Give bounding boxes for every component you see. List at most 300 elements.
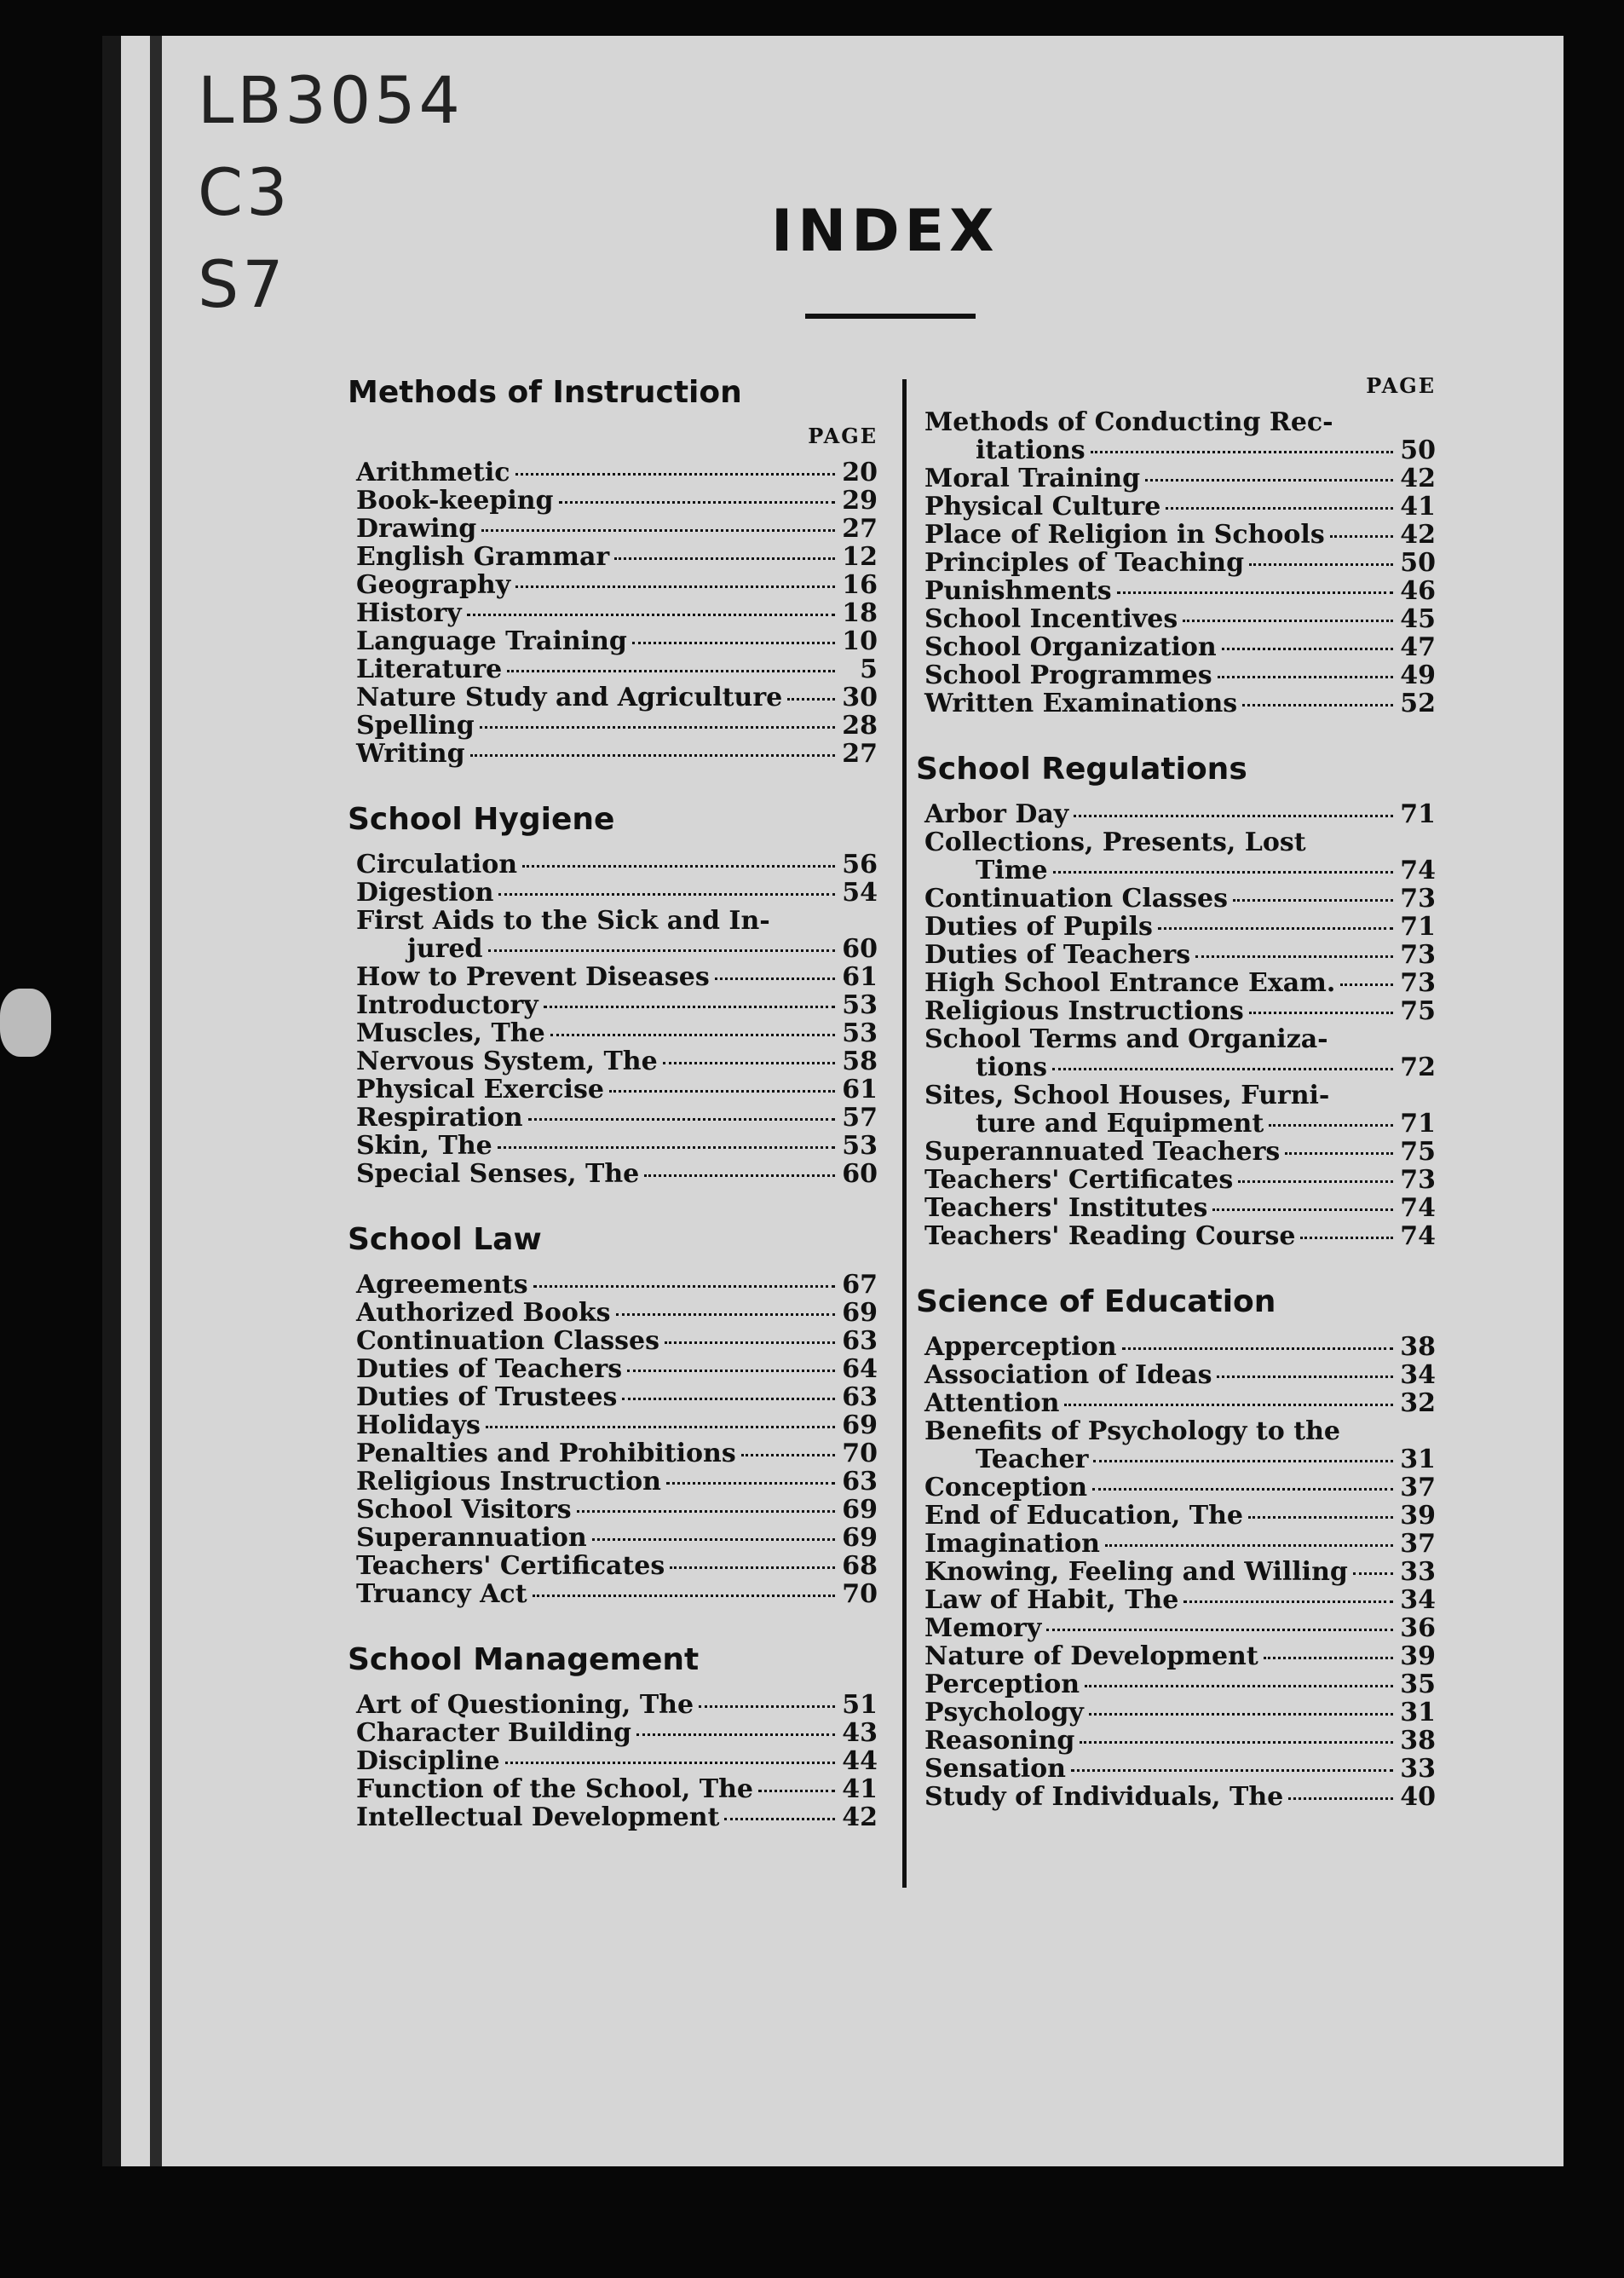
entry-page-number: 73 — [1400, 940, 1436, 970]
index-entry — [356, 1383, 878, 1411]
entry-page-number: 68 — [842, 1551, 878, 1581]
entry-page-number: 69 — [842, 1523, 878, 1553]
entry-title-continued: Teacher — [976, 1445, 1089, 1474]
entry-title: First Aids to the Sick and In- — [356, 906, 770, 936]
entry-list — [924, 408, 1436, 718]
entry-title: Physical Exercise — [356, 1075, 604, 1104]
entry-page-number: 69 — [842, 1298, 878, 1328]
index-entry — [924, 408, 1436, 464]
entry-title: Nature of Development — [924, 1641, 1258, 1671]
dot-leader — [498, 892, 835, 896]
dot-leader — [699, 1704, 835, 1708]
section-heading: Science of Education — [916, 1284, 1276, 1319]
entry-title: Place of Religion in Schools — [924, 520, 1325, 550]
entry-page-number: 5 — [860, 655, 878, 684]
index-entry — [924, 1783, 1436, 1811]
index-entry — [924, 1333, 1436, 1361]
section-heading: School Hygiene — [348, 802, 615, 837]
entry-title: Truancy Act — [356, 1579, 527, 1609]
entry-page-number: 43 — [842, 1718, 878, 1748]
index-entry — [924, 941, 1436, 969]
entry-page-number: 53 — [842, 990, 878, 1020]
index-entry — [356, 1747, 878, 1775]
index-entry — [356, 1271, 878, 1299]
entry-page-number: 37 — [1400, 1529, 1436, 1559]
entry-title: Memory — [924, 1613, 1042, 1643]
dot-leader — [1330, 534, 1393, 538]
index-entry — [356, 487, 878, 515]
entry-title: Collections, Presents, Lost — [924, 828, 1306, 857]
index-entry — [356, 1552, 878, 1580]
entry-page-number: 63 — [842, 1382, 878, 1412]
index-entry — [924, 1361, 1436, 1389]
entry-title: Teachers' Institutes — [924, 1193, 1208, 1223]
index-entry — [356, 1299, 878, 1327]
index-entry — [924, 577, 1436, 605]
index-entry — [356, 655, 878, 683]
dot-leader — [515, 472, 836, 476]
entry-page-number: 51 — [842, 1690, 878, 1720]
entry-page-number: 73 — [1400, 1165, 1436, 1195]
entry-page-number: 39 — [1400, 1501, 1436, 1531]
dot-leader — [480, 725, 835, 729]
section-heading: School Regulations — [916, 752, 1247, 787]
dot-leader — [632, 641, 835, 644]
index-entry — [924, 1081, 1436, 1138]
entry-title: Superannuation — [356, 1523, 587, 1553]
entry-page-number: 27 — [842, 514, 878, 544]
entry-page-number: 33 — [1400, 1557, 1436, 1587]
entry-title: Moral Training — [924, 464, 1141, 493]
entry-title-continued: jured — [407, 934, 483, 964]
index-entry — [356, 851, 878, 879]
entry-page-number: 44 — [842, 1746, 878, 1776]
entry-title: Law of Habit, The — [924, 1585, 1179, 1615]
dot-leader — [1285, 1151, 1393, 1155]
entry-title: Literature — [356, 655, 503, 684]
index-entry — [356, 627, 878, 655]
entry-page-number: 57 — [842, 1103, 878, 1133]
index-entry — [924, 1698, 1436, 1727]
dot-leader — [741, 1453, 835, 1456]
dot-leader — [1217, 1375, 1393, 1378]
dot-leader — [663, 1061, 835, 1064]
index-entry — [356, 1104, 878, 1132]
dot-leader — [1145, 478, 1393, 482]
entry-title: Principles of Teaching — [924, 548, 1245, 578]
dot-leader — [644, 1174, 835, 1177]
dot-leader — [592, 1537, 835, 1541]
index-entry — [356, 458, 878, 487]
entry-title-continued: Time — [976, 856, 1048, 885]
entry-page-number: 46 — [1400, 576, 1436, 606]
index-entry — [356, 1719, 878, 1747]
dot-leader — [1074, 814, 1393, 817]
dot-leader — [488, 949, 835, 952]
entry-page-number: 37 — [1400, 1473, 1436, 1502]
index-entry — [924, 1389, 1436, 1417]
entry-title: Benefits of Psychology to the — [924, 1416, 1340, 1446]
entry-title: Arbor Day — [924, 799, 1069, 829]
entry-title: Imagination — [924, 1529, 1100, 1559]
entry-page-number: 54 — [842, 878, 878, 908]
entry-page-number: 27 — [842, 739, 878, 769]
index-entry — [356, 1691, 878, 1719]
dot-leader — [470, 753, 835, 757]
entry-page-number: 34 — [1400, 1585, 1436, 1615]
dot-leader — [559, 500, 835, 504]
page-column-label: PAGE — [808, 424, 878, 448]
entry-page-number: 35 — [1400, 1670, 1436, 1699]
index-entry — [356, 599, 878, 627]
entry-title: History — [356, 598, 462, 628]
index-entry — [356, 1327, 878, 1355]
dot-leader — [1166, 506, 1393, 510]
dot-leader — [627, 1369, 835, 1372]
section-management — [348, 1642, 878, 1832]
dot-leader — [1053, 870, 1393, 874]
page-column-label: PAGE — [1366, 373, 1436, 398]
index-entry — [356, 1132, 878, 1160]
entry-page-number: 10 — [842, 626, 878, 656]
section-regulations — [916, 752, 1436, 1251]
entry-page-number: 69 — [842, 1495, 878, 1525]
dot-leader — [1218, 675, 1393, 678]
entry-page-number: 58 — [842, 1047, 878, 1076]
index-entry — [356, 1775, 878, 1803]
dot-leader — [636, 1733, 835, 1736]
dot-leader — [1238, 1179, 1393, 1183]
entry-title: Language Training — [356, 626, 627, 656]
index-entry — [356, 1803, 878, 1831]
entry-title: Written Examinations — [924, 689, 1238, 718]
index-entry — [924, 521, 1436, 549]
entry-title: How to Prevent Diseases — [356, 962, 710, 992]
entry-title-continued: ture and Equipment — [976, 1109, 1264, 1139]
dot-leader — [1046, 1628, 1393, 1631]
entry-page-number: 67 — [842, 1270, 878, 1300]
index-entry — [924, 1473, 1436, 1502]
index-entry — [356, 879, 878, 907]
entry-page-number: 70 — [842, 1579, 878, 1609]
title-rule — [805, 314, 976, 319]
index-entry — [924, 800, 1436, 828]
entry-title: Sensation — [924, 1754, 1066, 1784]
index-entry — [924, 969, 1436, 997]
index-entry — [924, 1642, 1436, 1670]
entry-title: Superannuated Teachers — [924, 1137, 1281, 1167]
index-entry — [924, 464, 1436, 493]
entry-title: Discipline — [356, 1746, 500, 1776]
index-entry — [356, 683, 878, 712]
index-entry — [924, 1727, 1436, 1755]
entry-page-number: 38 — [1400, 1726, 1436, 1756]
entry-page-number: 31 — [1400, 1445, 1436, 1474]
entry-title: High School Entrance Exam. — [924, 968, 1336, 998]
index-entry — [924, 1502, 1436, 1530]
dot-leader — [1288, 1796, 1393, 1800]
entry-title: Nervous System, The — [356, 1047, 658, 1076]
dot-leader — [533, 1594, 835, 1597]
entry-title: Duties of Pupils — [924, 912, 1153, 942]
entry-page-number: 56 — [842, 850, 878, 879]
dot-leader — [498, 1145, 835, 1149]
entry-title: Duties of Teachers — [356, 1354, 623, 1384]
entry-title: Association of Ideas — [924, 1360, 1212, 1390]
dot-leader — [507, 669, 835, 672]
entry-title: Knowing, Feeling and Willing — [924, 1557, 1348, 1587]
entry-title: Attention — [924, 1388, 1060, 1418]
dot-leader — [1064, 1403, 1393, 1406]
dot-leader — [1122, 1347, 1393, 1350]
index-entry — [924, 689, 1436, 718]
entry-title: Agreements — [356, 1270, 528, 1300]
entry-page-number: 52 — [1400, 689, 1436, 718]
entry-page-number: 34 — [1400, 1360, 1436, 1390]
page-spine-shadow — [150, 36, 162, 2166]
dot-leader — [1093, 1459, 1393, 1462]
entry-title: Writing — [356, 739, 465, 769]
column-divider — [902, 379, 907, 1888]
edge-stain — [0, 989, 51, 1057]
index-entry — [924, 1586, 1436, 1614]
entry-page-number: 69 — [842, 1410, 878, 1440]
dot-leader — [1091, 450, 1393, 453]
entry-title: Punishments — [924, 576, 1112, 606]
section-science — [916, 1284, 1436, 1812]
call-number-line: C3 — [198, 154, 291, 230]
entry-title: Conception — [924, 1473, 1088, 1502]
index-entry — [924, 1755, 1436, 1783]
entry-page-number: 39 — [1400, 1641, 1436, 1671]
dot-leader — [486, 1425, 835, 1428]
entry-list — [356, 1271, 878, 1608]
dot-leader — [715, 977, 835, 980]
dot-leader — [1117, 591, 1393, 594]
dot-leader — [481, 528, 835, 532]
index-entry — [924, 1138, 1436, 1166]
entry-title: Digestion — [356, 878, 494, 908]
index-entry — [924, 885, 1436, 913]
dot-leader — [1092, 1487, 1393, 1491]
entry-title: End of Education, The — [924, 1501, 1244, 1531]
dot-leader — [1269, 1123, 1393, 1127]
entry-page-number: 71 — [1400, 799, 1436, 829]
dot-leader — [670, 1566, 835, 1569]
entry-page-number: 53 — [842, 1131, 878, 1161]
entry-page-number: 12 — [842, 542, 878, 572]
index-entry — [356, 543, 878, 571]
entry-title: English Grammar — [356, 542, 610, 572]
entry-page-number: 49 — [1400, 660, 1436, 690]
dot-leader — [1222, 647, 1393, 650]
entry-list — [356, 851, 878, 1188]
index-entry — [356, 907, 878, 963]
entry-list — [924, 800, 1436, 1250]
index-entry — [356, 1496, 878, 1524]
entry-title: Teachers' Reading Course — [924, 1221, 1296, 1251]
entry-title: School Visitors — [356, 1495, 572, 1525]
entry-page-number: 72 — [1400, 1052, 1436, 1082]
entry-title: Arithmetic — [356, 458, 510, 487]
entry-title-continued: itations — [976, 435, 1086, 465]
entry-title: Teachers' Certificates — [924, 1165, 1234, 1195]
entry-page-number: 16 — [842, 570, 878, 600]
section-hygiene — [348, 802, 878, 1189]
entry-title: Special Senses, The — [356, 1159, 640, 1189]
entry-page-number: 33 — [1400, 1754, 1436, 1784]
entry-page-number: 71 — [1400, 912, 1436, 942]
dot-leader — [1080, 1740, 1393, 1744]
dot-leader — [616, 1312, 835, 1316]
entry-title: Authorized Books — [356, 1298, 611, 1328]
entry-page-number: 50 — [1400, 435, 1436, 465]
index-entry — [356, 1019, 878, 1047]
index-entry — [924, 493, 1436, 521]
dot-leader — [1249, 1011, 1393, 1014]
page-title: INDEX — [771, 198, 999, 265]
index-entry — [924, 828, 1436, 885]
index-entry — [356, 1439, 878, 1468]
entry-title: School Incentives — [924, 604, 1178, 634]
index-entry — [924, 1194, 1436, 1222]
dot-leader — [544, 1005, 835, 1008]
entry-title: Book-keeping — [356, 486, 554, 516]
dot-leader — [787, 697, 835, 701]
entry-page-number: 75 — [1400, 1137, 1436, 1167]
dot-leader — [1242, 703, 1393, 706]
dot-leader — [467, 613, 835, 616]
entry-title: Art of Questioning, The — [356, 1690, 694, 1720]
entry-page-number: 47 — [1400, 632, 1436, 662]
index-entry — [356, 712, 878, 740]
dot-leader — [1105, 1543, 1393, 1547]
entry-title: Circulation — [356, 850, 518, 879]
dot-leader — [1249, 562, 1393, 566]
entry-page-number: 61 — [842, 1075, 878, 1104]
entry-title-continued: tions — [976, 1052, 1047, 1082]
index-entry — [924, 633, 1436, 661]
entry-title: Intellectual Development — [356, 1802, 720, 1832]
dot-leader — [550, 1033, 835, 1036]
index-entry — [356, 1468, 878, 1496]
entry-page-number: 42 — [1400, 520, 1436, 550]
dot-leader — [1233, 898, 1393, 902]
entry-page-number: 41 — [1400, 492, 1436, 522]
entry-page-number: 20 — [842, 458, 878, 487]
section-heading: School Management — [348, 1642, 700, 1677]
dot-leader — [533, 1284, 835, 1288]
dot-leader — [505, 1761, 835, 1764]
entry-page-number: 63 — [842, 1326, 878, 1356]
entry-page-number: 42 — [842, 1802, 878, 1832]
index-entry — [924, 1417, 1436, 1473]
entry-title: Study of Individuals, The — [924, 1782, 1284, 1812]
entry-title: Physical Culture — [924, 492, 1161, 522]
entry-title: Nature Study and Agriculture — [356, 683, 783, 712]
entry-page-number: 29 — [842, 486, 878, 516]
entry-title: Muscles, The — [356, 1018, 545, 1048]
index-entry — [924, 913, 1436, 941]
entry-title: Duties of Trustees — [356, 1382, 618, 1412]
left-column — [348, 375, 878, 1866]
index-entry — [356, 515, 878, 543]
index-entry — [924, 661, 1436, 689]
entry-title: Reasoning — [924, 1726, 1075, 1756]
index-entry — [356, 1580, 878, 1608]
dot-leader — [1071, 1768, 1393, 1772]
entry-list — [356, 1691, 878, 1831]
index-entry — [924, 1558, 1436, 1586]
right-column — [916, 373, 1436, 1845]
entry-page-number: 61 — [842, 962, 878, 992]
entry-title: School Terms and Organiza- — [924, 1024, 1328, 1054]
dot-leader — [622, 1397, 835, 1400]
entry-page-number: 18 — [842, 598, 878, 628]
entry-title: School Organization — [924, 632, 1217, 662]
entry-title: Methods of Conducting Rec- — [924, 407, 1333, 437]
entry-page-number: 64 — [842, 1354, 878, 1384]
entry-list — [356, 458, 878, 768]
dot-leader — [515, 585, 835, 588]
dot-leader — [528, 1117, 835, 1121]
entry-page-number: 70 — [842, 1439, 878, 1468]
dot-leader — [666, 1481, 835, 1485]
dot-leader — [1300, 1236, 1393, 1239]
entry-title: Religious Instructions — [924, 996, 1244, 1026]
entry-title: Geography — [356, 570, 511, 600]
entry-title: Introductory — [356, 990, 538, 1020]
index-entry — [924, 1614, 1436, 1642]
index-entry — [924, 1530, 1436, 1558]
index-entry — [924, 549, 1436, 577]
index-entry — [356, 1047, 878, 1076]
entry-page-number: 38 — [1400, 1332, 1436, 1362]
entry-list — [924, 1333, 1436, 1811]
entry-title: Drawing — [356, 514, 477, 544]
dot-leader — [1089, 1712, 1393, 1716]
section-heading: Methods of Instruction — [348, 375, 742, 410]
entry-title: Function of the School, The — [356, 1774, 754, 1804]
entry-page-number: 71 — [1400, 1109, 1436, 1139]
dot-leader — [609, 1089, 835, 1093]
index-entry — [924, 1222, 1436, 1250]
dot-leader — [1340, 983, 1393, 986]
index-entry — [356, 1355, 878, 1383]
entry-title: Continuation Classes — [356, 1326, 660, 1356]
entry-page-number: 73 — [1400, 968, 1436, 998]
entry-title: Religious Instruction — [356, 1467, 661, 1497]
index-entry — [356, 1076, 878, 1104]
entry-page-number: 63 — [842, 1467, 878, 1497]
dot-leader — [1085, 1684, 1393, 1687]
dot-leader — [1195, 954, 1393, 958]
dot-leader — [1212, 1208, 1393, 1211]
dot-leader — [614, 557, 835, 560]
section-heading: School Law — [348, 1222, 542, 1257]
dot-leader — [522, 864, 835, 868]
call-number-line: LB3054 — [198, 62, 464, 138]
entry-page-number: 60 — [842, 934, 878, 964]
dot-leader — [577, 1509, 835, 1513]
entry-title: Penalties and Prohibitions — [356, 1439, 736, 1468]
entry-page-number: 41 — [842, 1774, 878, 1804]
section-law — [348, 1222, 878, 1609]
entry-page-number: 53 — [842, 1018, 878, 1048]
index-entry — [356, 963, 878, 991]
index-entry — [356, 991, 878, 1019]
dot-leader — [1183, 619, 1393, 622]
